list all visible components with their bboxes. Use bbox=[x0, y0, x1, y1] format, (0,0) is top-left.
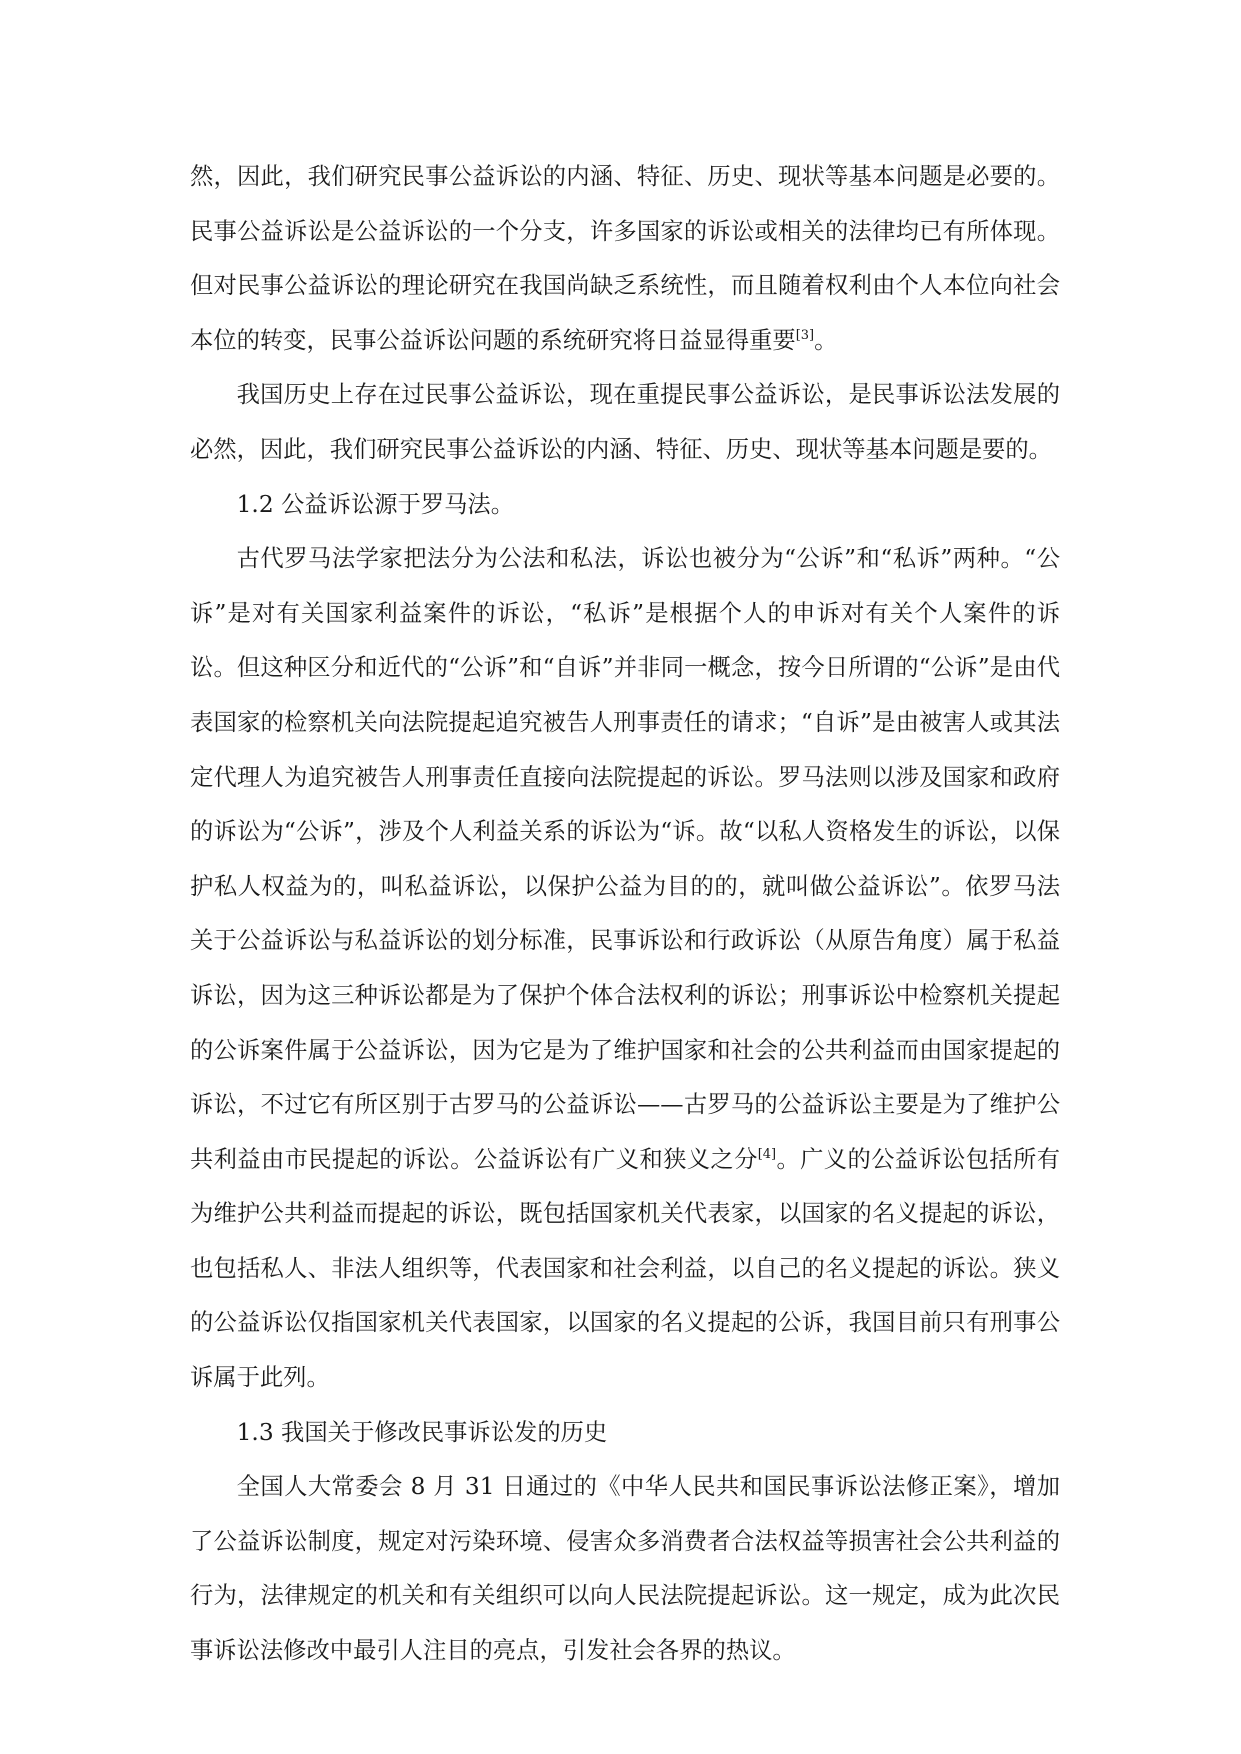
section-heading-1-3 bbox=[190, 1406, 1060, 1461]
heading-text: 1.3 我国关于修改民事诉讼发的历史 bbox=[236, 1418, 608, 1446]
paragraph-text: 古代罗马法学家把法分为公法和私法，诉讼也被分为“公诉”和“私诉”两种。“公诉”是对有关国家利益案件的诉讼，“私诉”是根据个人的申诉对有关个人案件的诉讼。但这种区分和近代的“公诉”和“自诉”并非同一概念，按今日所谓的“公诉”是由代表国家的检察机关向法院提起追究被告人刑事责任的请求；“自诉”是由被害人或其法定代理人为追究被告人刑事责任直接向法院提起的诉讼。罗马法则以涉及国家和政府的诉讼为“公诉”，涉及个人利益关系的诉讼为“诉。故“以私人资格发生的诉讼，以保护私人权益为的，叫私益诉讼，以保护公益为目的的，就叫做公益诉讼”。依罗马法关于公益诉讼与私益诉讼的划分标准，民事诉讼和行政诉讼（从原告角度）属于私益诉讼，因为这三种诉讼都是为了保护个体合法权利的诉讼；刑事诉讼中检察机关提起的公诉案件属于公益诉讼，因为它是为了维护国家和社会的公共利益而由国家提起的诉讼，不过它有所区别于古罗马的公益诉讼——古罗马的公益诉讼主要是为了维护公共利益由市民提起的诉讼。公益诉讼有广义和狭义之分 bbox=[190, 545, 1060, 1173]
paragraph-history bbox=[190, 368, 1060, 477]
section-heading-1-2 bbox=[190, 478, 1060, 533]
paragraph-roman-law bbox=[190, 532, 1060, 1406]
paragraph-intro-continued bbox=[190, 150, 1060, 368]
paragraph-text-tail: 。 bbox=[814, 326, 838, 354]
document-page bbox=[190, 150, 1060, 1679]
citation-ref: [4] bbox=[757, 1146, 777, 1162]
paragraph-text: 全国人大常委会 8 月 31 日通过的《中华人民共和国民事诉讼法修正案》，增加了公益诉讼制度，规定对污染环境、侵害众多消费者合法权益等损害社会公共利益的行为，法律规定的机关和有关组织可以向人民法院提起诉讼。这一规定，成为此次民事诉讼法修改中最引人注目的亮点，引发社会各界的热议。 bbox=[190, 1473, 1060, 1665]
citation-ref: [3] bbox=[795, 328, 815, 344]
paragraph-amendment bbox=[190, 1460, 1060, 1678]
paragraph-text-tail: 。广义的公益诉讼包括所有为维护公共利益而提起的诉讼，既包括国家机关代表家，以国家的名义提起的诉讼，也包括私人、非法人组织等，代表国家和社会利益，以自己的名义提起的诉讼。狭义的公益诉讼仅指国家机关代表国家，以国家的名义提起的公诉，我国目前只有刑事公诉属于此列。 bbox=[190, 1145, 1060, 1392]
paragraph-text: 然，因此，我们研究民事公益诉讼的内涵、特征、历史、现状等基本问题是必要的。 民事公益诉讼是公益诉讼的一个分支，许多国家的诉讼或相关的法律均已有所体现。但对民事公益诉讼的理论研究在我国尚缺乏系统性，而且随着权利由个人本位向社会本位的转变，民事公益诉讼问题的系统研究将日益显得重要 bbox=[190, 163, 1060, 354]
paragraph-text: 我国历史上存在过民事公益诉讼，现在重提民事公益诉讼，是民事诉讼法发展的必然，因此，我们研究民事公益诉讼的内涵、特征、历史、现状等基本问题是要的。 bbox=[190, 381, 1060, 463]
heading-text: 1.2 公益诉讼源于罗马法。 bbox=[236, 490, 515, 518]
